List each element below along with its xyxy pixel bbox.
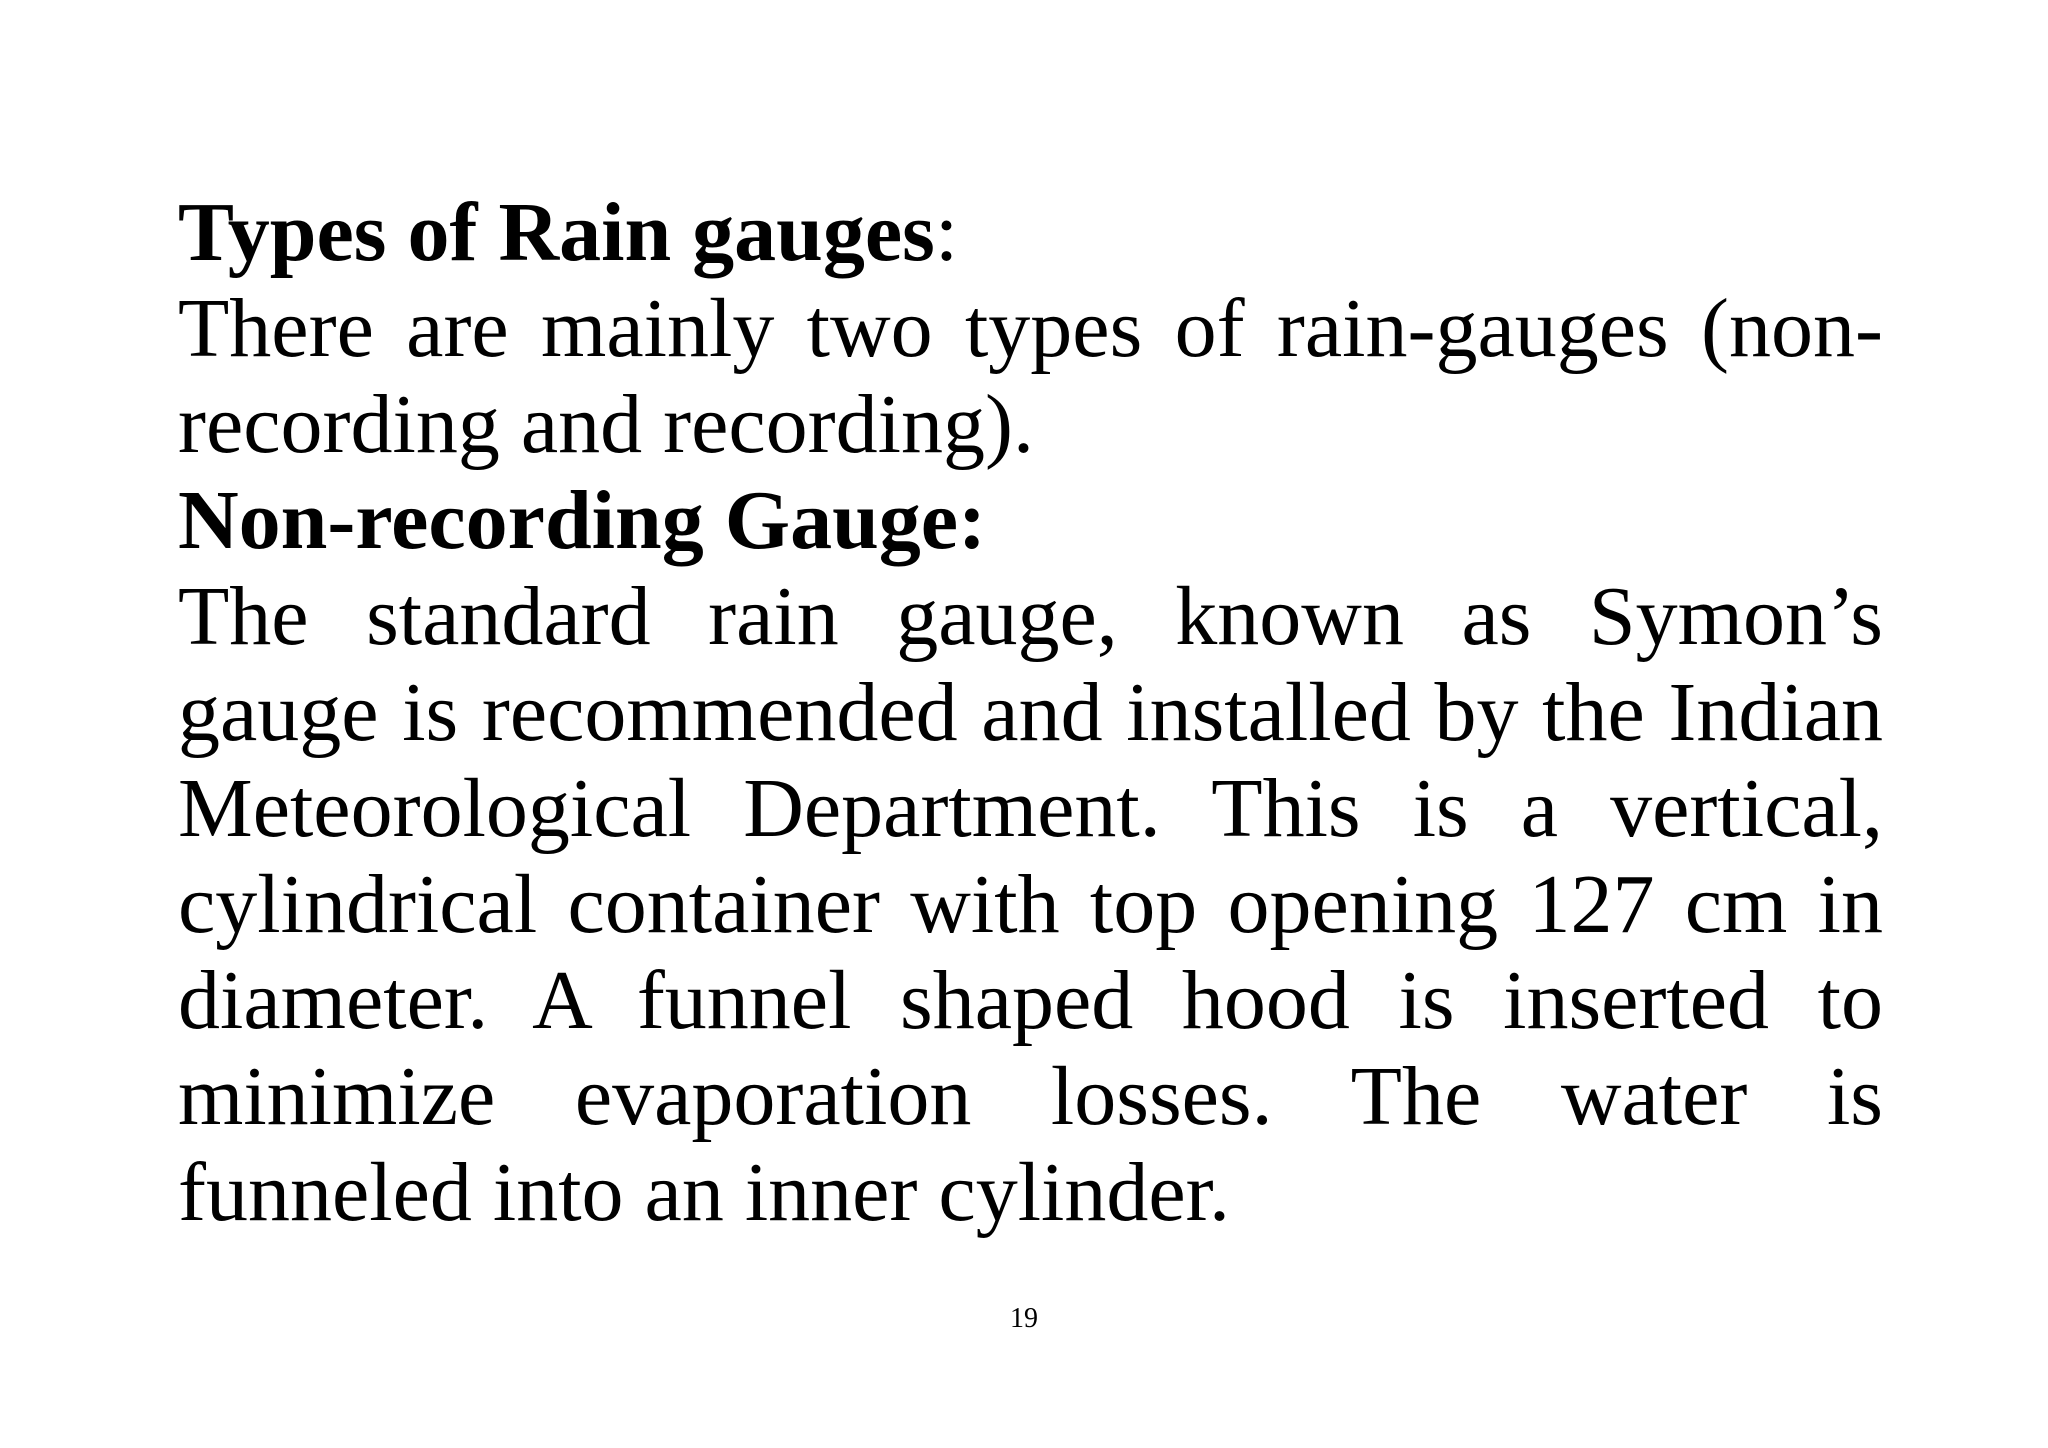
section-heading-non-recording xyxy=(178,473,1883,569)
paragraph-types: There are mainly two types of rain-gauges (non-recording and recording). xyxy=(178,282,1883,471)
heading-non-recording-text: Non-recording Gauge: xyxy=(178,474,987,567)
page-number: 19 xyxy=(1010,1303,1038,1334)
section-heading-types xyxy=(178,185,1883,281)
heading-types-text: Types of Rain gauges xyxy=(178,186,935,279)
paragraph-non-recording: The standard rain gauge, known as Symon’s gauge is recommended and installed by the Indian Meteorological Department. This is a vertical, cylindrical container with top opening 127 cm in diameter. A funnel shaped hood is inserted to minimize evaporation losses. The water is funneled into an inner cylinder. xyxy=(178,570,1883,1239)
heading-types-colon: : xyxy=(934,186,959,279)
page-content xyxy=(178,185,1883,1241)
